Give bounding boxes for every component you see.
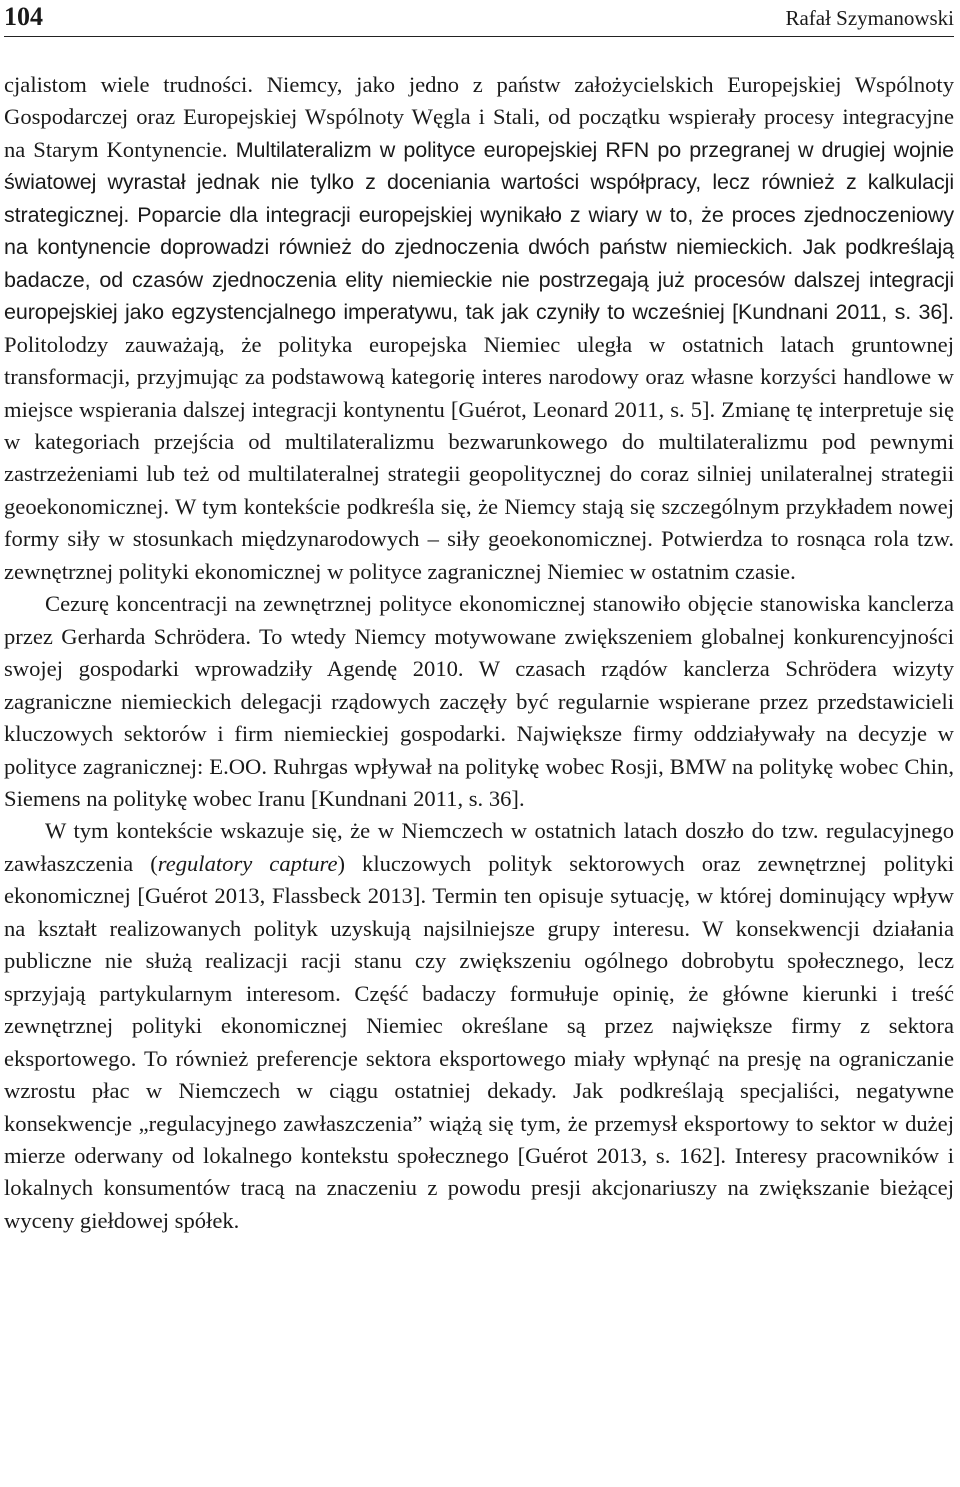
paragraph-1 <box>4 69 954 588</box>
page-number: 104 <box>4 2 43 31</box>
page-header <box>4 0 954 37</box>
running-head-author: Rafał Szymanowski <box>785 6 954 30</box>
paragraph-1-serif-part-a: cjalistom wiele trudności. Niemcy, jako jedno z państw założycielskich Europejskiej Wspólnoty Gospodarczej oraz Europejskiej Wspólnoty Węgla i Stali, od początku wspierały procesy integracyjne na Starym Kontynencie. <box>4 72 954 162</box>
paragraph-3-italic-term: regulatory capture <box>157 850 338 876</box>
paragraph-1-serif-part-b: Politolodzy zauważają, że polityka europejska Niemiec uległa w ostatnich latach gruntownej transformacji, przyjmując za podstawową kategorię interes narodowy oraz własne korzyści handlowe w miejsce wspierania dalszej integracji kontynentu [Guérot, Leonard 2011, s. 5]. Zmianę tę interpretuje się w kategoriach przejścia od multilateralizmu bezwarunkowego do multilateralizmu pod pewnymi zastrzeżeniami lub też od multilateralnej strategii geopolitycznej do coraz silniej unilateralnej strategii geoekonomicznej. W tym kontekście podkreśla się, że Niemcy stają się szczególnym przykładem nowej formy siły w stosunkach międzynarodowych – siły geoekonomicznej. Potwierdza to rosnąca rola tzw. zewnętrznej polityki ekonomicznej w polityce zagranicznej Niemiec w ostatnim czasie. <box>4 331 954 584</box>
paragraph-3-part-b: ) kluczowych polityk sektorowych oraz zewnętrznej polityki ekonomicznej [Guérot 2013, Flassbeck 2013]. Termin ten opisuje sytuację, w której dominujący wpływ na kształt realizowanych polityk uzyskują najsilniejsze grupy interesu. W konsekwencji działania publiczne nie służą realizacji racji stanu czy zwiększeniu ogólnego dobrobytu społecznego, lecz sprzyjają partykularnym interesom. Część badaczy formułuje opinię, że główne kierunki i treść zewnętrznej polityki ekonomicznej Niemiec określane są przez największe firmy z sektora eksportowego. To również preferencje sektora eksportowego miały wpłynąć na presję na ograniczanie wzrostu płac w Niemczech w ciągu ostatniej dekady. Jak podkreślają specjaliści, negatywne konsekwencje „regulacyjnego zawłaszczenia” wiążą się tym, że przemysł eksportowy to sektor w dużej mierze oderwany od lokalnego kontekstu społecznego [Guérot 2013, s. 162]. Interesy pracowników i lokalnych konsumentów tracą na znaczeniu z powodu presji akcjonariuszy na zwiększanie bieżącej wyceny giełdowej spółek. <box>4 850 955 1233</box>
paragraph-1-sans-part: Multilateralizm w polityce europejskiej RFN po przegranej w drugiej wojnie światowej wyrastał jednak nie tylko z doceniania wartości współpracy, lecz również z kalkulacji strategicznej. Poparcie dla integracji europejskiej wynikało z wiary w to, że proces zjednoczeniowy na kontynencie doprowadzi również do zjednoczenia dwóch państw niemieckich. Jak podkreślają badacze, od czasów zjednoczenia elity niemieckie nie postrzegają już procesów dalszej integracji europejskiej jako egzystencjalnego imperatywu, tak jak czyniły to wcześniej [Kundnani 2011, s. 36]. <box>4 137 954 325</box>
paragraph-2: Cezurę koncentracji na zewnętrznej polityce ekonomicznej stanowiło objęcie stanowiska kanclerza przez Gerharda Schrödera. To wtedy Niemcy motywowane zwiększeniem globalnej konkurencyjności swojej gospodarki wprowadziły Agendę 2010. W czasach rządów kanclerza Schrödera wizyty zagraniczne niemieckich delegacji rządowych zaczęły być regularnie wspierane przez przedstawicieli kluczowych sektorów i firm niemieckiej gospodarki. Największe firmy oddziaływały na decyzje w polityce zagranicznej: E.OO. Ruhrgas wpływał na politykę wobec Rosji, BMW na politykę wobec Chin, Siemens na politykę wobec Iranu [Kundnani 2011, s. 36]. <box>4 591 954 811</box>
paragraph-3-part-a: W tym kontekście wskazuje się, że w Niemczech w ostatnich latach doszło do tzw. regulacyjnego zawłaszczenia ( <box>4 818 954 876</box>
document-page <box>4 0 954 1237</box>
body-text <box>4 69 954 1237</box>
paragraph-3 <box>4 815 954 1237</box>
